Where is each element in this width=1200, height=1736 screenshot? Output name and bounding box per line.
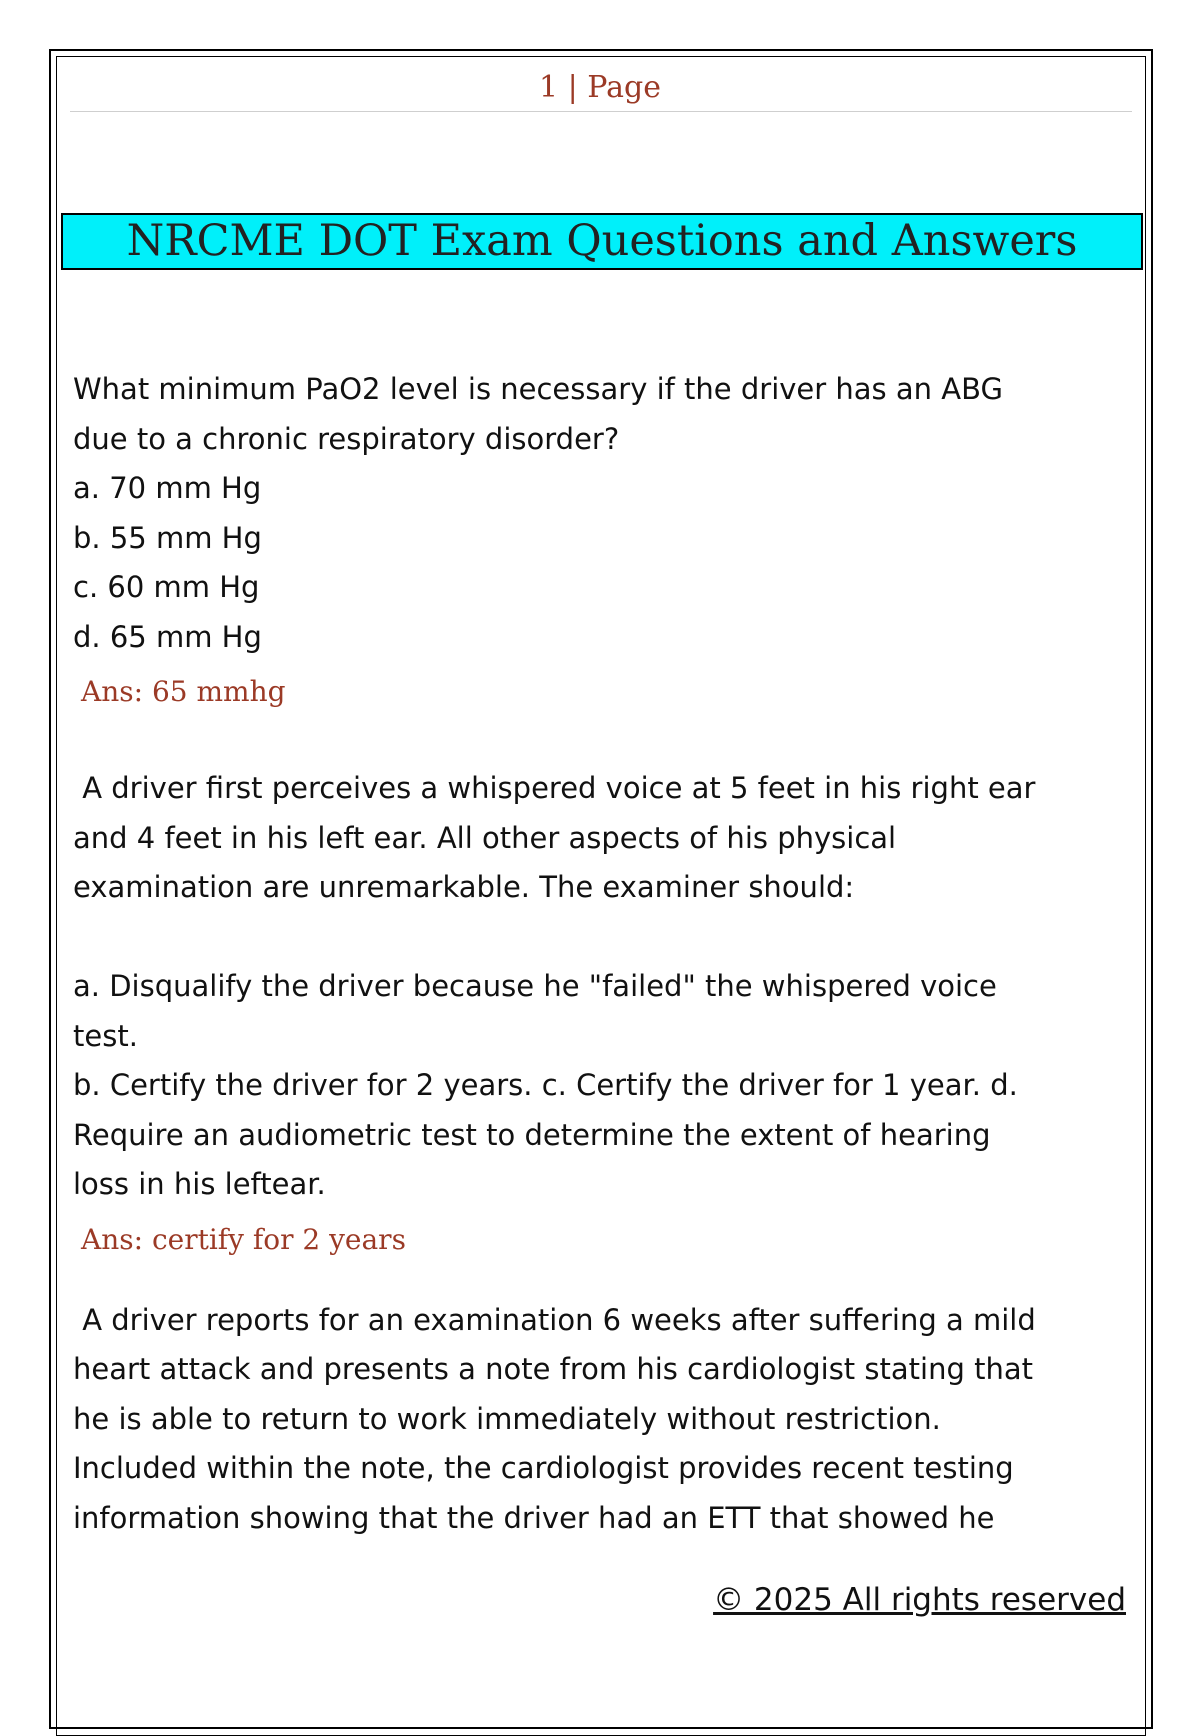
question-1-line: What minimum PaO2 level is necessary if the driver has an ABG (73, 372, 1003, 406)
question-2-options: b. Certify the driver for 2 years. c. Certify the driver for 1 year. d. (73, 1068, 1018, 1102)
question-3-line: heart attack and presents a note from his cardiologist stating that (73, 1352, 1033, 1386)
question-1-option-d: d. 65 mm Hg (73, 619, 262, 654)
question-1-option-a: a. 70 mm Hg (73, 471, 262, 505)
question-3-line: he is able to return to work immediately without restriction. (73, 1401, 941, 1436)
question-block-2 (73, 764, 1123, 1258)
question-2-option-a: test. (73, 1018, 138, 1053)
question-2-line: and 4 feet in his left ear. All other aspects of his physical (73, 820, 897, 855)
question-block-1 (73, 365, 1123, 710)
header-divider (70, 111, 1132, 112)
question-2-option-d: Require an audiometric test to determine the extent of hearing (73, 1117, 991, 1152)
page-number: 1 | Page (539, 70, 661, 105)
question-2-option-d: loss in his leftear. (73, 1167, 326, 1201)
question-3-line: information showing that the driver had an ETT that showed he (73, 1500, 995, 1535)
question-list (73, 365, 1123, 1543)
question-2-line (73, 913, 1123, 963)
question-3-line: Included within the note, the cardiologist provides recent testing (73, 1451, 1014, 1485)
question-1-line: due to a chronic respiratory disorder? (73, 421, 620, 456)
question-2-line: examination are unremarkable. The examiner should: (73, 870, 855, 904)
question-1-option-b: b. 55 mm Hg (73, 520, 262, 555)
question-2-line: A driver first perceives a whispered voice at 5 feet in his right ear (73, 771, 1036, 805)
question-2-option-a: a. Disqualify the driver because he "failed" the whispered voice (73, 969, 997, 1003)
question-3-line: A driver reports for an examination 6 weeks after suffering a mild (73, 1302, 1036, 1337)
question-block-3 (73, 1296, 1123, 1544)
document-title: NRCME DOT Exam Questions and Answers (61, 213, 1143, 270)
question-1-answer: Ans: 65 mmhg (81, 675, 286, 708)
copyright-footer: © 2025 All rights reserved (713, 1582, 1126, 1618)
question-1-option-c: c. 60 mm Hg (73, 570, 260, 604)
question-2-answer: Ans: certify for 2 years (81, 1222, 406, 1256)
